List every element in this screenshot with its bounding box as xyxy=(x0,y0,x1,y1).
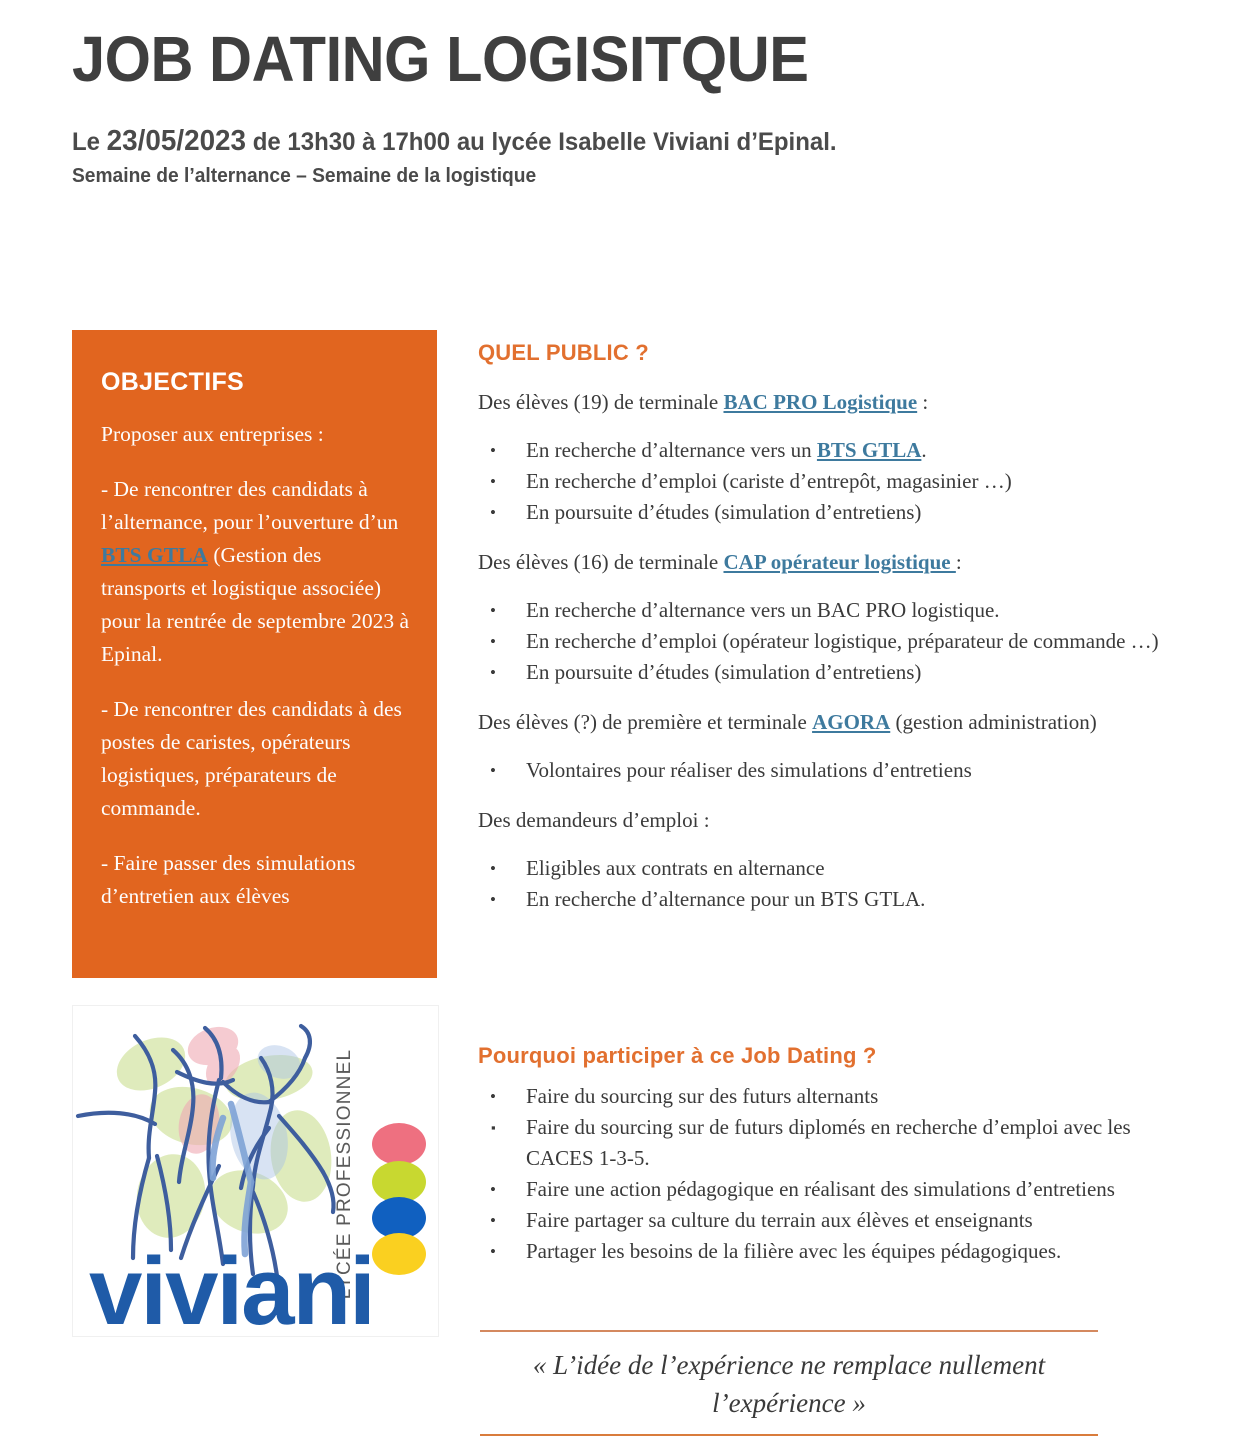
objectifs-item-3: - Faire passer des simulations d’entretien aux élèves xyxy=(101,851,356,908)
why-participate-heading: Pourquoi participer à ce Job Dating ? xyxy=(478,1043,877,1068)
event-week-label: Semaine de l’alternance – Semaine de la logistique xyxy=(72,165,537,187)
list-item xyxy=(478,435,1178,466)
quote-rule-bottom xyxy=(480,1434,1098,1436)
list-item-text: Faire partager sa culture du terrain aux élèves et enseignants xyxy=(526,1208,1033,1232)
public-bullets-4 xyxy=(478,853,1178,915)
public-bullets-1 xyxy=(478,435,1178,528)
list-item xyxy=(478,1174,1178,1205)
list-item-text: Eligibles aux contrats en alternance xyxy=(526,856,825,880)
public-intro-3-before: Des élèves (?) de première et terminale xyxy=(478,710,813,734)
list-item xyxy=(478,884,1178,915)
link-bts-gtla-objectifs[interactable]: BTS GTLA xyxy=(101,543,208,567)
objectifs-panel xyxy=(72,330,437,978)
event-date: 23/05/2023 xyxy=(106,125,247,157)
list-item-text: En recherche d’alternance vers un xyxy=(526,438,817,462)
list-item-text: Faire une action pédagogique en réalisant des simulations d’entretiens xyxy=(526,1177,1115,1201)
list-item xyxy=(478,595,1178,626)
objectifs-item-2: - De rencontrer des candidats à des postes de caristes, opérateurs logistiques, préparateurs de commande. xyxy=(101,697,402,820)
objectifs-item-1-before: - De rencontrer des candidats à l’alternance, pour l’ouverture d’un xyxy=(101,477,399,534)
quote-block xyxy=(480,1330,1098,1436)
bullet-marker-square: ▪ xyxy=(491,1120,496,1135)
list-item xyxy=(478,497,1178,528)
bullet-marker: • xyxy=(490,1242,496,1261)
list-item xyxy=(478,755,1178,786)
objectifs-heading: OBJECTIFS xyxy=(101,368,244,396)
quote-text: « L’idée de l’expérience ne remplace nullement l’expérience » xyxy=(532,1350,1046,1418)
bullet-marker: • xyxy=(490,663,496,682)
list-item xyxy=(478,1236,1178,1267)
bullet-marker: • xyxy=(490,761,496,780)
why-participate-bullets xyxy=(478,1081,1178,1267)
objectifs-item-1 xyxy=(101,473,411,671)
public-intro-1-before: Des élèves (19) de terminale xyxy=(478,390,724,414)
bullet-marker: • xyxy=(490,472,496,491)
viviani-logo-svg xyxy=(73,1006,438,1336)
objectifs-intro: Proposer aux entreprises : xyxy=(101,422,324,446)
list-item-text: En recherche d’emploi (opérateur logistique, préparateur de commande …) xyxy=(526,629,1159,653)
public-intro-1-after: : xyxy=(917,390,929,414)
link-bts-gtla-public[interactable]: BTS GTLA xyxy=(816,438,922,462)
subtitle-prefix: Le xyxy=(72,128,107,156)
list-item-text: En recherche d’alternance vers un BAC PRO logistique. xyxy=(526,598,1000,622)
public-intro-3-after: (gestion administration) xyxy=(890,710,1097,734)
list-item xyxy=(478,1112,1178,1174)
public-bullets-3 xyxy=(478,755,1178,786)
public-intro-3 xyxy=(478,708,1178,737)
why-participate-section xyxy=(478,1043,1178,1287)
list-item-text: Partager les besoins de la filière avec les équipes pédagogiques. xyxy=(526,1239,1062,1263)
viviani-logo xyxy=(72,1005,439,1337)
list-item-text: Volontaires pour réaliser des simulations d’entretiens xyxy=(526,758,972,782)
logo-dot-blue xyxy=(372,1197,426,1239)
bullet-marker: • xyxy=(490,890,496,909)
list-item xyxy=(478,626,1178,657)
logo-wordmark: viviani xyxy=(89,1238,374,1336)
logo-vertical-text-label: LYCÉE PROFESSIONNEL xyxy=(334,1048,355,1300)
public-intro-1 xyxy=(478,388,1178,417)
bullet-marker: • xyxy=(490,859,496,878)
list-item-text: En poursuite d’études (simulation d’entretiens) xyxy=(526,500,922,524)
bullet-marker: • xyxy=(490,1087,496,1106)
bullet-marker: • xyxy=(490,1211,496,1230)
objectifs-item-1-after: (Gestion des transports et logistique associée) pour la rentrée de septembre 2023 à Epinal. xyxy=(101,543,410,666)
bullet-marker: • xyxy=(490,601,496,620)
public-bullets-2 xyxy=(478,595,1178,688)
logo-dot-yellow xyxy=(372,1233,426,1275)
list-item-text: Faire du sourcing sur de futurs diplomés en recherche d’emploi avec les CACES 1-3-5. xyxy=(526,1115,1131,1170)
list-item xyxy=(478,657,1178,688)
link-cap-operateur-logistique[interactable]: CAP opérateur logistique xyxy=(723,550,956,574)
list-item xyxy=(478,853,1178,884)
public-intro-2-after: : xyxy=(955,550,962,574)
poster-header xyxy=(72,24,1182,188)
page-title: JOB DATING LOGISITQUE xyxy=(72,23,809,95)
event-datetime-line xyxy=(72,126,1138,157)
public-intro-2-before: Des élèves (16) de terminale xyxy=(478,550,724,574)
bullet-marker: • xyxy=(490,1180,496,1199)
list-item-text: En poursuite d’études (simulation d’entretiens) xyxy=(526,660,922,684)
list-item xyxy=(478,466,1178,497)
list-item-text: En recherche d’emploi (cariste d’entrepôt, magasinier …) xyxy=(526,469,1012,493)
link-bac-pro-logistique[interactable]: BAC PRO Logistique xyxy=(723,390,918,414)
list-item-text: Faire du sourcing sur des futurs alternants xyxy=(526,1084,879,1108)
bullet-marker: • xyxy=(490,441,496,460)
public-heading: QUEL PUBLIC ? xyxy=(478,340,649,365)
bullet-marker: • xyxy=(490,503,496,522)
list-item-text: En recherche d’alternance pour un BTS GTLA. xyxy=(526,887,926,911)
logo-dot-green xyxy=(372,1161,426,1203)
list-item-suffix: . xyxy=(921,438,927,462)
public-intro-4: Des demandeurs d’emploi : xyxy=(478,808,710,832)
subtitle-rest: de 13h30 à 17h00 au lycée Isabelle Viviani d’Epinal. xyxy=(246,128,837,156)
list-item xyxy=(478,1081,1178,1112)
link-agora[interactable]: AGORA xyxy=(812,710,891,734)
public-intro-2 xyxy=(478,548,1178,577)
public-column xyxy=(478,340,1178,935)
list-item xyxy=(478,1205,1178,1236)
logo-dot-pink xyxy=(372,1123,426,1165)
public-section xyxy=(478,340,1178,915)
bullet-marker: • xyxy=(490,632,496,651)
